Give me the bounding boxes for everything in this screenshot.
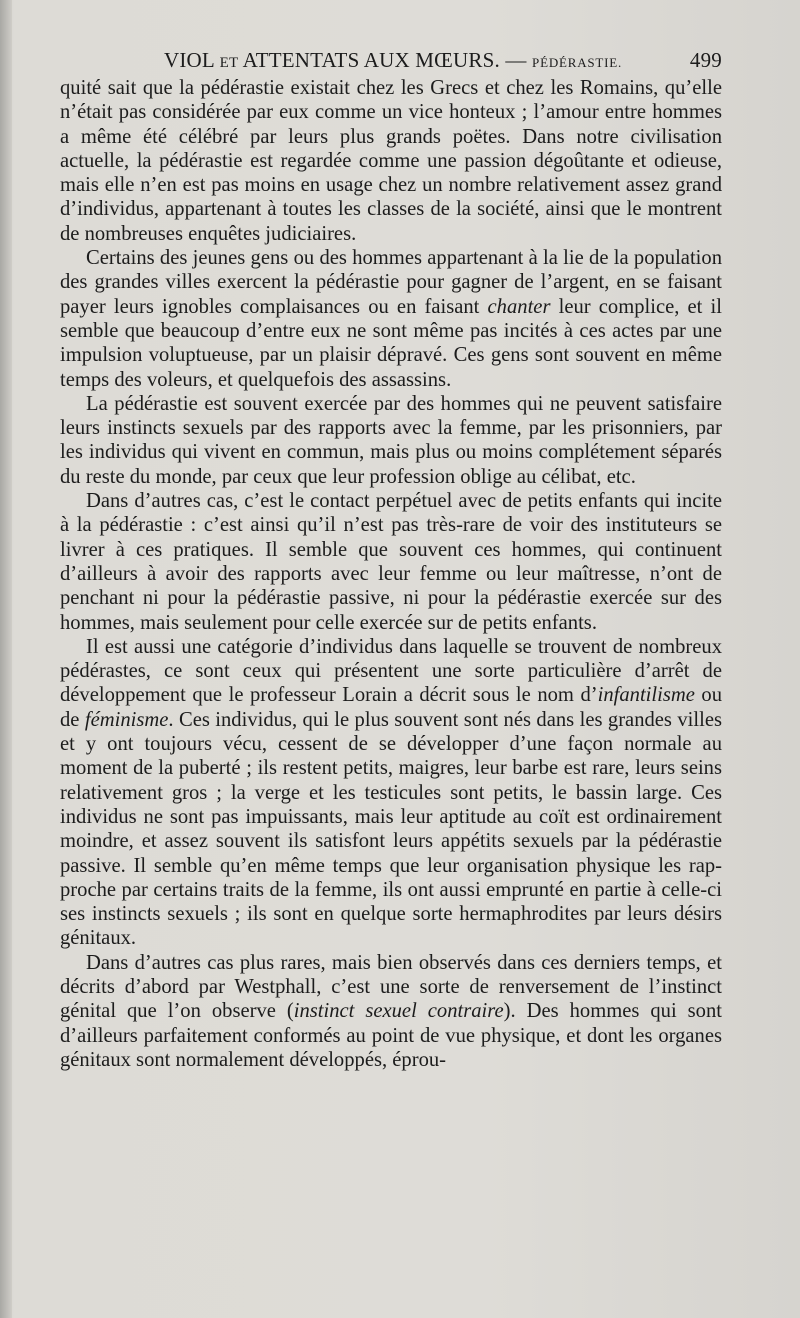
paragraph-2-italic: chanter <box>487 295 551 318</box>
paragraph-2-text-b: leur complice, et il semble que beaucoup d’entre eux ne sont même pas incités à ces actes par une impulsion voluptueuse, par un plaisir dépravé. Ces gens sont souvent en même temps des voleurs, et quelquefois des assassins. <box>60 295 722 391</box>
page-number: 499 <box>689 48 722 72</box>
paragraph-4-text: Dans d’autres cas, c’est le contact perpétuel avec de petits enfants qui incite à la pédérastie : c’est ainsi qu’il n’est pas très-rare de voir des instituteurs se livrer à ces pratiques. Il semble que souvent ces hommes, qui continuent d’ailleurs à avoir des rapports avec leur femme ou leur maîtresse, n’ont de penchant ni pour la pédérastie passive, ni pour la pédérastie exercée sur des hommes, mais seulement pour celle exercée sur de petits enfants. <box>60 490 722 634</box>
running-title-main: ATTENTATS AUX MŒURS. <box>242 48 500 72</box>
paragraph-5-text-b: . Ces individus, qui le plus souvent sont nés dans les grandes villes et y ont toujours vécu, cessent de se développer d’une façon normale au moment de la puberté ; ils restent petits, maigres, leur barbe est rare, leurs seins relativement gros ; la verge et les testicules sont petits, le bassin large. Ces individus ne sont pas impuissants, mais leur aptitude au coït est ordinairement moindre, et assez souvent ils satisfont leurs appétits sexuels par la pédérastie passive. Il semble qu’en même temps que leur organisation physique les rapproche par certains traits de la femme, ils ont aussi emprunté en partie à celle-ci ses instincts sexuels ; ils sont en quelque sorte hermaphrodites par leurs désirs génitaux. <box>60 708 722 950</box>
paragraph-continued <box>60 76 722 246</box>
paragraph-2-text-a: Certains des jeunes gens ou des hommes appartenant à la lie de la population des grandes villes exercent la pédérastie pour gagner de l’argent, en se faisant payer leurs ignobles complaisances ou en faisant <box>60 247 722 318</box>
paragraph-6 <box>60 951 722 1072</box>
running-title-subject: PÉDÉRASTIE. <box>532 55 623 70</box>
paragraph-5-text-mid: ou de <box>60 684 722 731</box>
paragraph-3-text: La pédérastie est souvent exercée par des hommes qui ne peuvent satisfaire leurs instincts sexuels par des rapports avec la femme, par les prisonniers, par les individus qui vivent en commun, mais plus ou moins complétement séparés du reste du monde, par ceux que leur profession oblige au célibat, etc. <box>60 392 722 488</box>
paragraph-6-text-b: ). Des hommes qui sont d’ailleurs parfaitement conformés au point de vue physique, et dont les organes génitaux sont normalement développés, éprou- <box>60 1000 723 1071</box>
body-text <box>60 76 722 1072</box>
paragraph-1-text: quité sait que la pédérastie existait chez les Grecs et chez les Romains, qu’elle n’était pas considérée par eux comme un vice honteux ; l’amour entre hommes a même été célébré par leurs plus grands poëtes. Dans notre civilisation actuelle, la pédérastie est regardée comme une passion dégoûtante et odieuse, mais elle n’en est pas moins en usage chez un nombre relativement assez grand d’individus, appartenant à toutes les classes de la société, ainsi que le montrent de nombreuses enquêtes judiciaires. <box>60 77 722 245</box>
paragraph-5 <box>60 635 722 951</box>
paragraph-5-italic-1: infantilisme <box>597 684 695 707</box>
running-title-viol: VIOL <box>164 48 215 72</box>
paragraph-4 <box>60 489 722 635</box>
running-head <box>60 40 722 76</box>
paragraph-5-text-a: Il est aussi une catégorie d’individus dans laquelle se trouvent de nombreux pédérastes, ce sont ceux qui présentent une sorte particulière d’arrêt de développement que le professeur Lorain a décrit sous le nom d’ <box>60 635 722 707</box>
running-title <box>164 48 622 73</box>
running-title-dash: — <box>505 48 527 72</box>
paragraph-6-italic: instinct sexuel contraire <box>293 1000 504 1023</box>
paragraph-5-italic-2: féminisme <box>84 708 169 731</box>
paragraph-6-text-a: Dans d’autres cas plus rares, mais bien observés dans ces derniers temps, et décrits d’abord par Westphall, c’est une sorte de renversement de l’instinct génital que l’on observe ( <box>60 951 722 1023</box>
paragraph-3 <box>60 392 722 489</box>
paragraph-2 <box>60 246 722 392</box>
running-title-et: ET <box>219 55 239 71</box>
page-gutter-shadow <box>0 0 12 1318</box>
